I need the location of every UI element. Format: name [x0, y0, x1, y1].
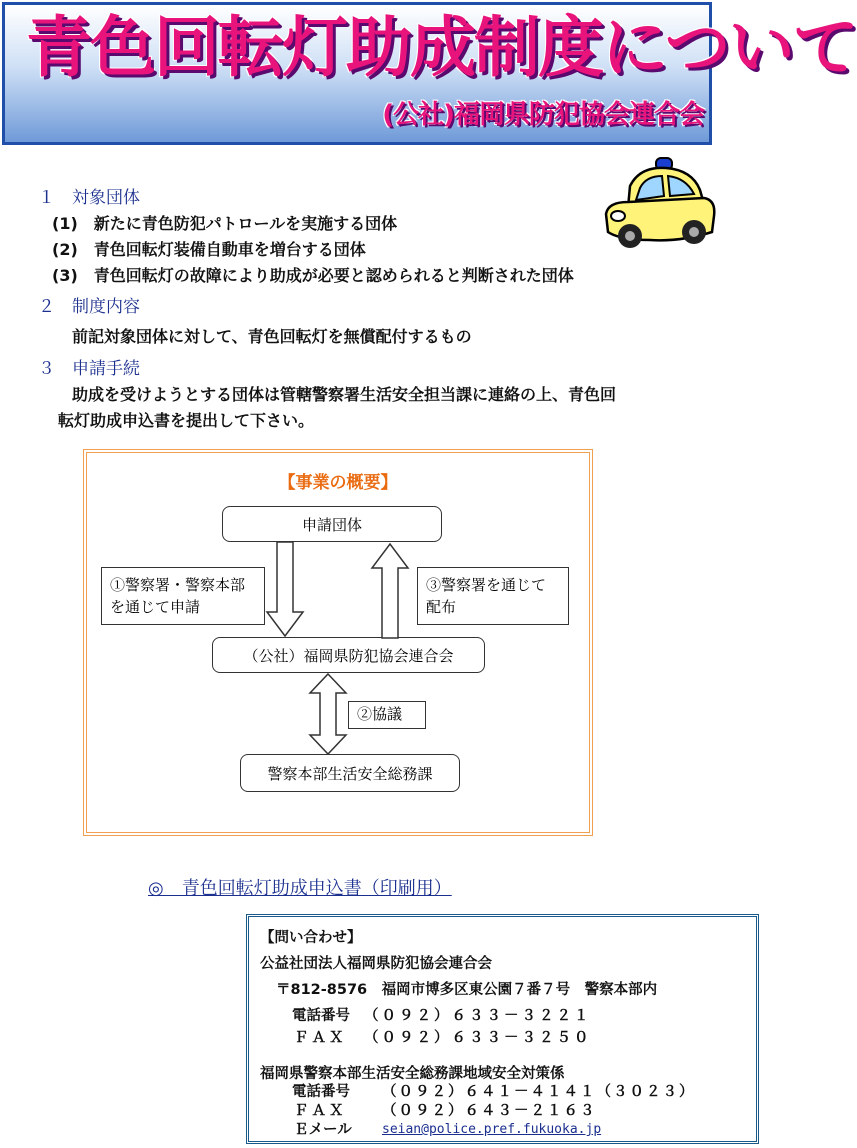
node-police-hq-label: 警察本部生活安全総務課	[267, 764, 433, 783]
note-apply	[101, 567, 265, 625]
section-3-text-2: 転灯助成申込書を提出して下さい。	[58, 411, 315, 430]
section-1-item-1: (1) 新たに青色防犯パトロールを実施する団体	[52, 214, 398, 233]
section-2-heading: ２ 制度内容	[38, 297, 140, 317]
section-1-heading: １ 対象団体	[38, 188, 140, 208]
contact-tel-2-label: 電話番号	[292, 1084, 350, 1100]
note-consult	[348, 701, 426, 729]
node-association-label: （公社）福岡県防犯協会連合会	[243, 646, 454, 665]
contact-fax-1: （０９２）６３３－３２５０	[364, 1030, 592, 1046]
node-association	[212, 637, 485, 673]
arrow-both-icon	[308, 673, 348, 755]
node-applicant	[222, 506, 442, 542]
node-applicant-label: 申請団体	[301, 515, 362, 534]
application-form-link[interactable]: ◎ 青色回転灯助成申込書（印刷用）	[148, 878, 452, 899]
note-distribute	[417, 567, 569, 625]
contact-address: 〒812-8576 福岡市博多区東公園７番７号 警察本部内	[276, 982, 658, 998]
arrow-up-icon	[370, 542, 410, 638]
section-2-text: 前記対象団体に対して、青色回転灯を無償配付するもの	[72, 327, 472, 346]
contact-org-1: 公益社団法人福岡県防犯協会連合会	[260, 956, 492, 972]
contact-fax-2-label: ＦＡＸ	[294, 1103, 347, 1119]
note-apply-line-1: ①警察署・警察本部	[110, 576, 246, 594]
flow-chart-title: 【事業の概要】	[278, 473, 398, 493]
note-apply-line-2: を通じて申請	[110, 598, 201, 616]
contact-fax-1-label: ＦＡＸ	[294, 1030, 347, 1046]
arrow-down-icon	[265, 542, 305, 638]
note-distribute-line-2: 配布	[426, 598, 457, 616]
node-police-hq	[240, 754, 460, 792]
contact-tel-1-label: 電話番号	[292, 1008, 350, 1024]
section-1-item-3: (3) 青色回転灯の故障により助成が必要と認められると判断された団体	[52, 266, 574, 285]
note-distribute-line-1: ③警察署を通じて	[426, 576, 547, 594]
contact-heading: 【問い合わせ】	[260, 930, 362, 946]
contact-org-2: 福岡県警察本部生活安全総務課地域安全対策係	[260, 1066, 565, 1082]
section-1-item-2: (2) 青色回転灯装備自動車を増台する団体	[52, 240, 366, 259]
page-title: 青色回転灯助成制度について	[26, 9, 857, 86]
page-subtitle: (公社)福岡県防犯協会連合会	[382, 100, 704, 130]
contact-fax-2: （０９２）６４３－２１６３	[382, 1103, 597, 1119]
contact-email-label: Ｅメール	[294, 1122, 352, 1138]
contact-tel-1: （０９２）６３３－３２２１	[364, 1008, 592, 1024]
section-3-text-1: 助成を受けようとする団体は管轄警察署生活安全担当課に連絡の上、青色回	[72, 385, 617, 404]
section-3-heading: ３ 申請手続	[38, 359, 140, 379]
contact-email-link[interactable]: seian@police.pref.fukuoka.jp	[382, 1122, 602, 1137]
patrol-car-icon	[600, 150, 718, 255]
contact-tel-2: （０９２）６４１－４１４１（３０２３）	[382, 1084, 696, 1100]
note-consult-label: ②協議	[357, 705, 403, 723]
